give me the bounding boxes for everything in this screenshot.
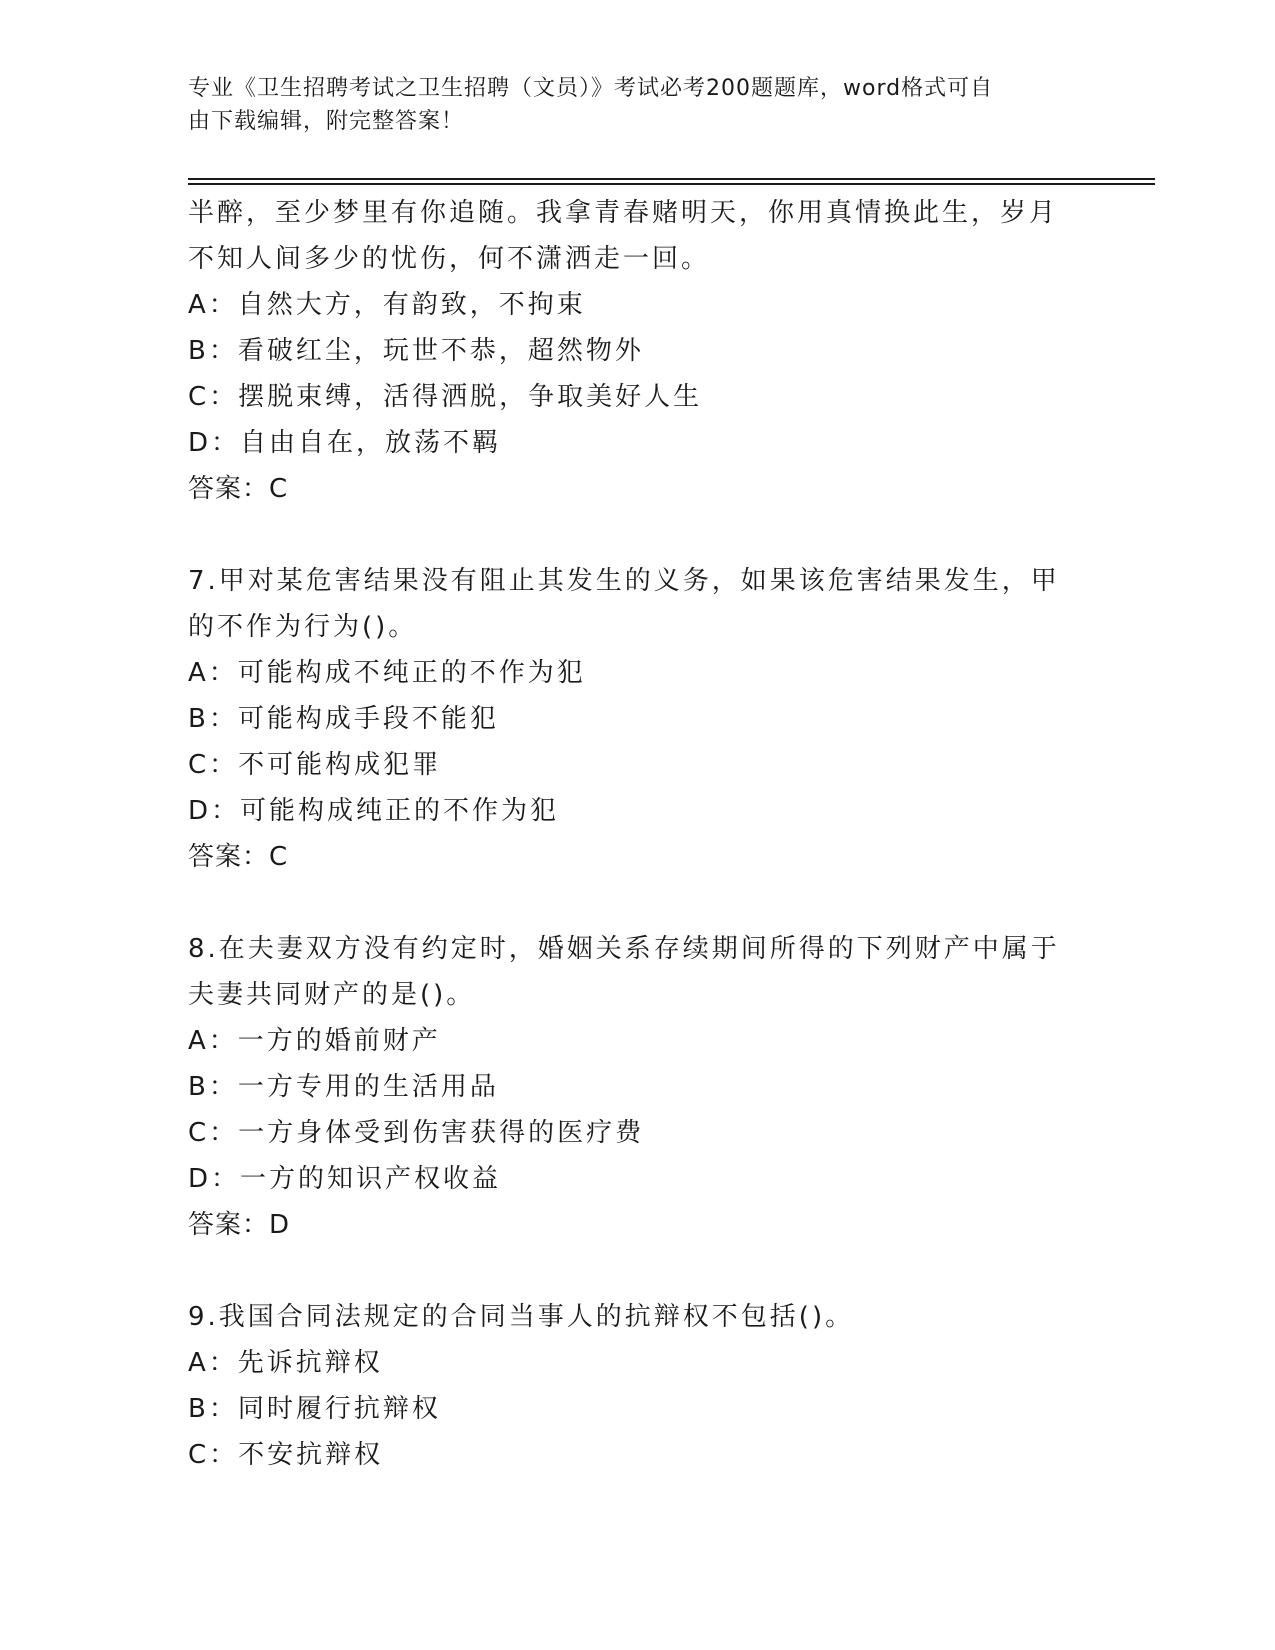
header-rule-top	[188, 178, 1155, 180]
option-c: C：不安抗辩权	[188, 1440, 384, 1470]
header-line-2: 由下载编辑，附完整答案！	[188, 109, 465, 134]
option-b: B：可能构成手段不能犯	[188, 704, 499, 734]
option-a: A：一方的婚前财产	[188, 1026, 441, 1056]
question-block-7	[188, 558, 1088, 880]
option-b: B：同时履行抗辩权	[188, 1394, 441, 1424]
question-stem-line: 7.甲对某危害结果没有阻止其发生的义务，如果该危害结果发生，甲	[188, 566, 1060, 596]
option-b: B：看破红尘，玩世不恭，超然物外	[188, 336, 644, 366]
spacer	[188, 1248, 1088, 1294]
option-c: C：一方身体受到伤害获得的医疗费	[188, 1118, 645, 1148]
answer-line: 答案：C	[188, 474, 289, 504]
question-block-8	[188, 926, 1088, 1248]
question-content	[188, 190, 1088, 1478]
option-a: A：自然大方，有韵致，不拘束	[188, 290, 586, 320]
question-block-6-continued	[188, 190, 1088, 512]
option-d: D：自由自在，放荡不羁	[188, 428, 502, 458]
option-c: C：不可能构成犯罪	[188, 750, 442, 780]
question-block-9	[188, 1294, 1088, 1478]
option-a: A：先诉抗辩权	[188, 1348, 383, 1378]
option-d: D：一方的知识产权收益	[188, 1164, 502, 1194]
option-c: C：摆脱束缚，活得洒脱，争取美好人生	[188, 382, 703, 412]
answer-line: 答案：D	[188, 1210, 291, 1240]
spacer	[188, 880, 1088, 926]
option-a: A：可能构成不纯正的不作为犯	[188, 658, 586, 688]
document-header	[188, 72, 1068, 138]
question-stem-line: 9.我国合同法规定的合同当事人的抗辩权不包括()。	[188, 1302, 855, 1332]
question-stem-line: 半醉，至少梦里有你追随。我拿青春赌明天，你用真情换此生，岁月	[188, 198, 1059, 228]
question-stem-line: 不知人间多少的忧伤，何不潇洒走一回。	[188, 244, 711, 274]
header-rule-bottom	[188, 183, 1155, 185]
question-stem-line: 的不作为行为()。	[188, 612, 418, 642]
spacer	[188, 512, 1088, 558]
header-line-1: 专业《卫生招聘考试之卫生招聘（文员）》考试必考200题题库，word格式可自	[188, 76, 994, 101]
question-stem-line: 夫妻共同财产的是()。	[188, 980, 476, 1010]
answer-line: 答案：C	[188, 842, 289, 872]
option-d: D：可能构成纯正的不作为犯	[188, 796, 560, 826]
option-b: B：一方专用的生活用品	[188, 1072, 499, 1102]
question-stem-line: 8.在夫妻双方没有约定时，婚姻关系存续期间所得的下列财产中属于	[188, 934, 1060, 964]
